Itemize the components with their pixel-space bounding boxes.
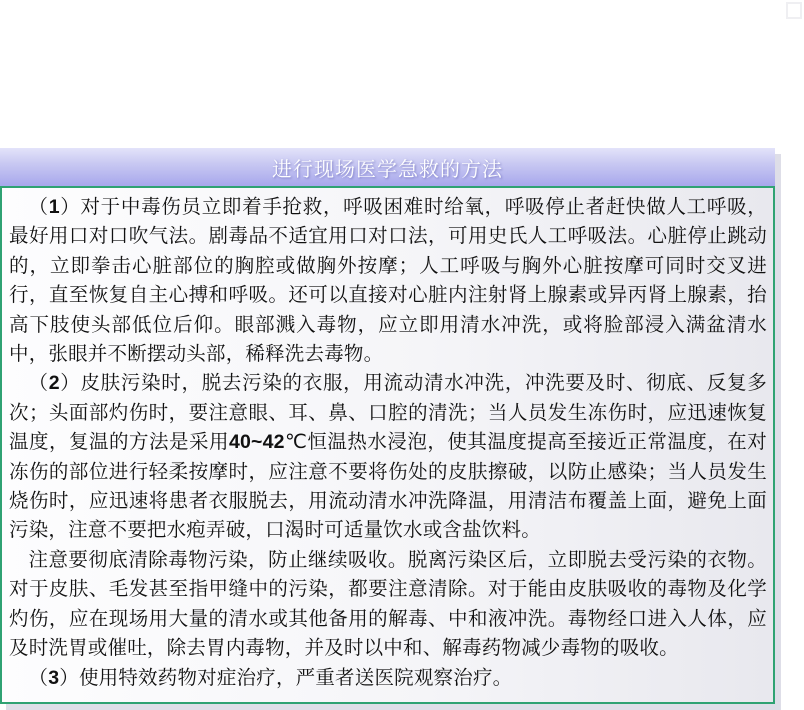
first-aid-panel <box>0 148 775 704</box>
content-paragraphs <box>9 193 767 693</box>
text-segment: ）对于中毒伤员立即着手抢救，呼吸困难时给氧，呼吸停止者赶快做人工呼吸，最好用口对口吹气法。剧毒品不适宜用口对口法，可用史氏人工呼吸法。心脏停止跳动的，立即拳击心脏部位的胸腔或做胸外按摩；人工呼吸与胸外心脏按摩可同时交叉进行，直至恢复自主心搏和呼吸。还可以直接对心脏内注射肾上腺素或异丙肾上腺素，抬高下肢使头部低位后仰。眼部溅入毒物，应立即用清水冲洗，或将脸部浸入满盆清水中，张眼并不断摆动头部，稀释洗去毒物。 <box>9 196 767 366</box>
paragraph-3 <box>9 546 767 664</box>
corner-box <box>786 2 802 19</box>
text-segment-bold: 3 <box>48 666 60 689</box>
text-segment: （ <box>28 666 49 689</box>
paragraph-4 <box>9 664 767 693</box>
text-segment: ℃恒温热水浸泡，使其温度提高至接近正常温度，在对冻伤的部位进行轻柔按摩时，应注意不要将伤处的皮肤擦破，以防止感染；当人员发生烧伤时，应迅速将患者衣服脱去，用流动清水冲洗降温，用清洁布覆盖上面，避免上面污染，注意不要把水疱弄破，口渴时可适量饮水或含盐饮料。 <box>9 431 768 542</box>
section-title-bar <box>0 148 775 186</box>
text-segment-bold: 40~42 <box>228 431 285 454</box>
text-segment: （ <box>28 372 49 395</box>
text-segment: ）皮肤污染时，脱去污染的衣服，用流动清水冲洗，冲洗要及时、彻底、反复多次；头面部灼伤时，要注意眼、耳、鼻、口腔的清洗；当人员发生冻伤时，应迅速恢复温度，复温的方法是采用 <box>9 372 767 454</box>
content-panel <box>0 186 775 704</box>
text-segment-bold: 2 <box>48 372 60 395</box>
paragraph-1 <box>9 193 767 369</box>
text-segment: 注意要彻底清除毒物污染，防止继续吸收。脱离污染区后，立即脱去受污染的衣物。对于皮肤、毛发甚至指甲缝中的污染，都要注意清除。对于能由皮肤吸收的毒物及化学灼伤，应在现场用大量的清水或其他备用的解毒、中和液冲洗。毒物经口进入人体，应及时洗胃或催吐，除去胃内毒物，并及时以中和、解毒药物减少毒物的吸收。 <box>9 548 767 660</box>
text-segment: ）使用特效药物对症治疗，严重者送医院观察治疗。 <box>59 666 513 689</box>
paragraph-2 <box>9 369 767 545</box>
text-segment-bold: 1 <box>48 196 60 218</box>
text-segment: （ <box>28 196 49 218</box>
section-title: 进行现场医学急救的方法 <box>272 158 503 181</box>
